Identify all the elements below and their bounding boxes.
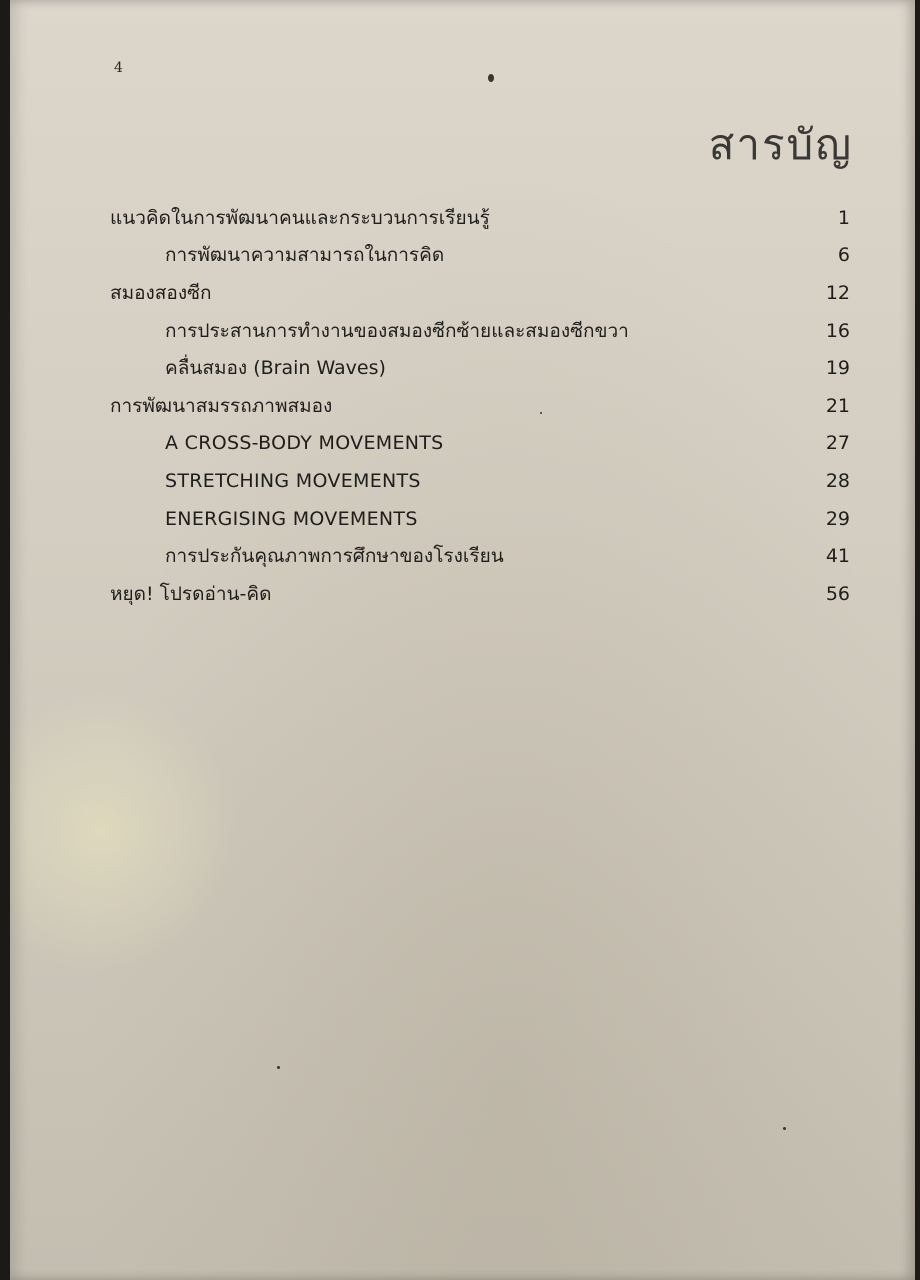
toc-entry-label: การพัฒนาสมรรถภาพสมอง <box>110 394 333 417</box>
toc-entry-page: 12 <box>825 281 850 304</box>
toc-row <box>110 462 850 500</box>
toc-row <box>110 537 850 575</box>
toc-entry-label: หยุด! โปรดอ่าน-คิด <box>110 582 272 605</box>
toc-entry-label: STRETCHING MOVEMENTS <box>165 469 421 492</box>
toc-entry-page: 56 <box>825 582 850 605</box>
toc-row <box>110 425 850 463</box>
toc-entry-page: 19 <box>825 357 850 380</box>
toc-entry-label: สมองสองซีก <box>110 281 212 304</box>
toc-entry-label: แนวคิดในการพัฒนาคนและกระบวนการเรียนรู้ <box>110 206 490 229</box>
paper-speck <box>488 74 494 82</box>
page-title: สารบัญ <box>708 120 853 169</box>
paper-speck <box>540 412 542 414</box>
book-page <box>10 0 915 1280</box>
table-of-contents <box>110 199 850 613</box>
toc-entry-label: คลื่นสมอง (Brain Waves) <box>165 357 386 380</box>
toc-entry-page: 16 <box>825 319 850 342</box>
toc-row <box>110 199 850 237</box>
toc-entry-label: A CROSS-BODY MOVEMENTS <box>165 432 444 455</box>
toc-entry-page: 28 <box>825 469 850 492</box>
toc-entry-page: 6 <box>837 244 850 267</box>
toc-entry-page: 41 <box>825 545 850 568</box>
toc-row <box>110 500 850 538</box>
toc-row <box>110 575 850 613</box>
toc-entry-label: การประกันคุณภาพการศึกษาของโรงเรียน <box>165 545 504 568</box>
page-number: 4 <box>114 60 123 76</box>
toc-row <box>110 237 850 275</box>
toc-entry-label: ENERGISING MOVEMENTS <box>165 507 418 530</box>
toc-row <box>110 387 850 425</box>
toc-row <box>110 349 850 387</box>
toc-entry-page: 1 <box>837 206 850 229</box>
toc-row <box>110 274 850 312</box>
paper-speck <box>783 1127 786 1130</box>
toc-entry-page: 29 <box>825 507 850 530</box>
toc-entry-label: การประสานการทำงานของสมองซีกซ้ายและสมองซีกขวา <box>165 319 629 342</box>
toc-entry-label: การพัฒนาความสามารถในการคิด <box>165 244 445 267</box>
toc-entry-page: 21 <box>825 394 850 417</box>
paper-speck <box>277 1066 280 1069</box>
toc-row <box>110 312 850 350</box>
toc-entry-page: 27 <box>825 432 850 455</box>
